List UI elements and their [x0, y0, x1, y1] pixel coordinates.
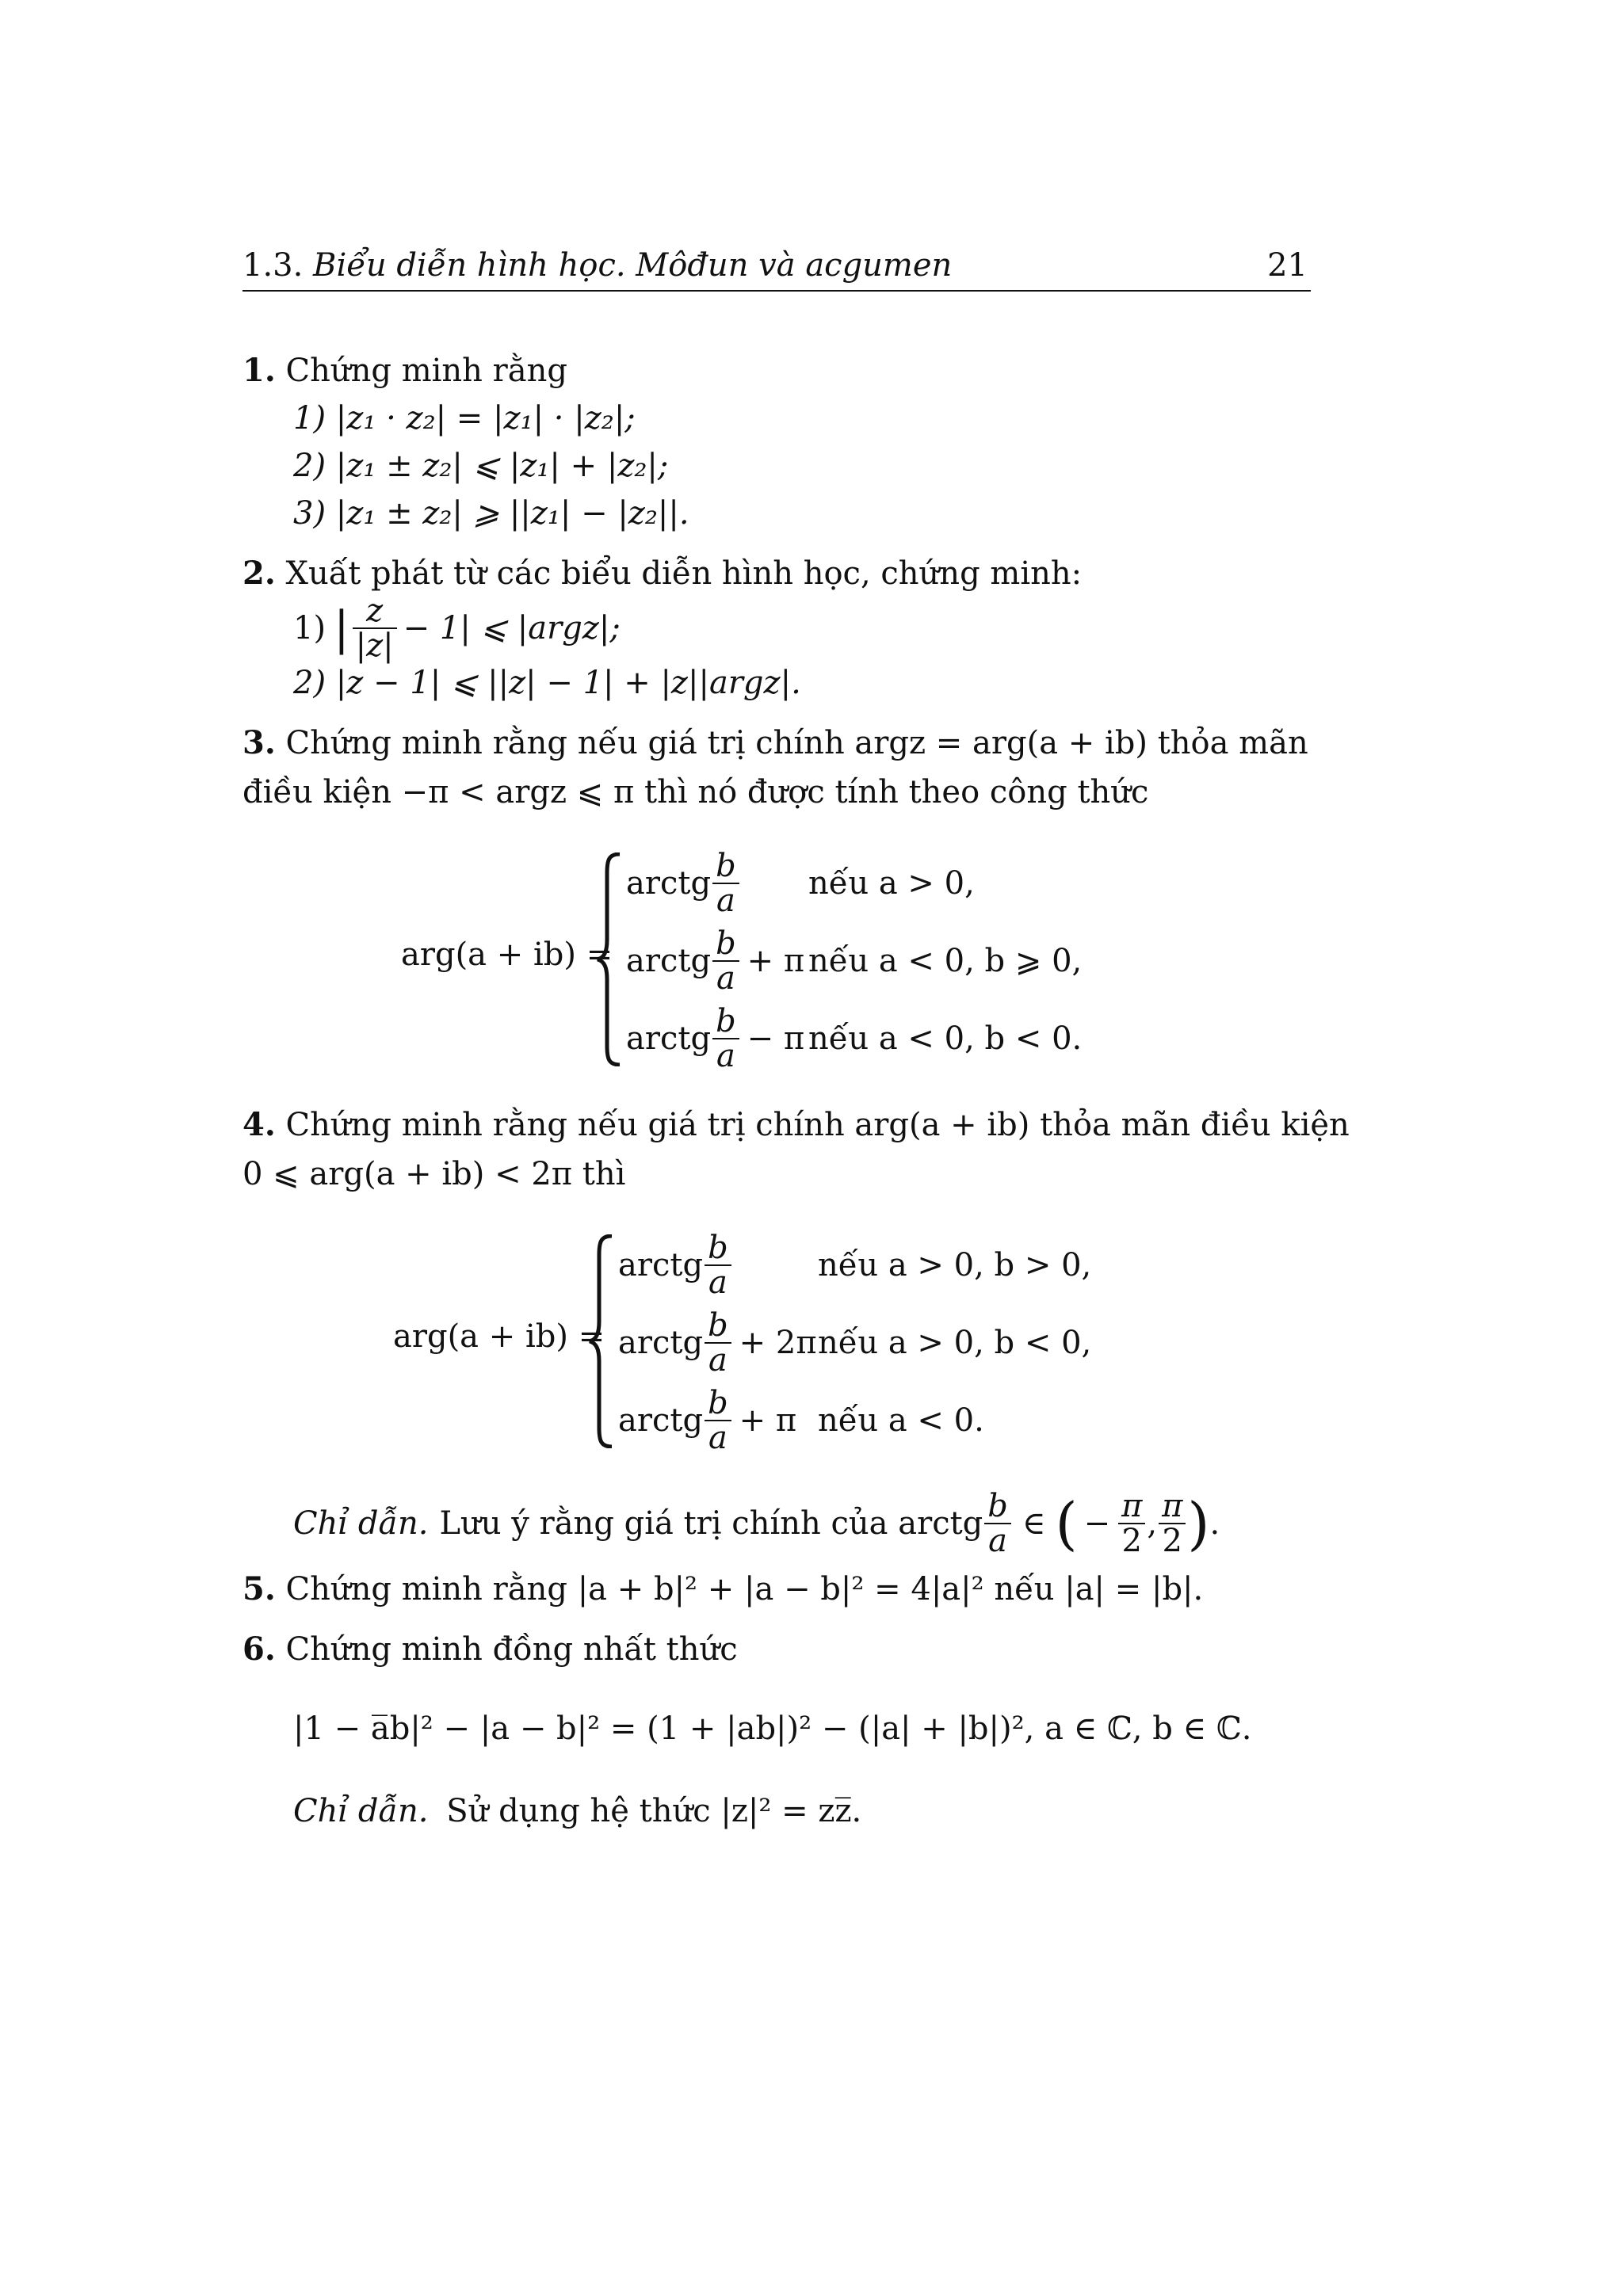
case-function: arctg	[626, 943, 712, 979]
section-title	[242, 247, 952, 284]
case-row-2	[618, 1307, 1092, 1379]
abs-bar-left: |	[334, 601, 349, 655]
case-condition: nếu a > 0,	[808, 865, 975, 902]
item-label: 1)	[293, 610, 327, 646]
left-brace-icon	[596, 852, 623, 1066]
problem-2-item-1	[293, 594, 621, 662]
fraction-numerator: b	[705, 1309, 731, 1344]
fraction-numerator: π	[1118, 1489, 1145, 1524]
problem-number: 1.	[242, 352, 276, 389]
paren-left: (	[1055, 1490, 1078, 1557]
left-brace-icon	[588, 1234, 615, 1448]
fraction-denominator: a	[708, 1420, 727, 1456]
problem-3-line-2: điều kiện −π < argz ⩽ π thì nó được tính theo công thức	[242, 774, 1149, 810]
problem-1-item-3: 3) |z₁ ± z₂| ⩾ ||z₁| − |z₂||.	[293, 495, 689, 532]
problem-4-line-2: 0 ⩽ arg(a + ib) < 2π thì	[242, 1156, 626, 1192]
case-row-3	[618, 1385, 984, 1456]
hint-fraction	[984, 1489, 1011, 1558]
problem-1-intro	[242, 352, 567, 389]
hint-label: Chỉ dẫn.	[293, 1505, 429, 1542]
fraction	[353, 594, 397, 662]
case-tail: + 2π	[739, 1325, 817, 1361]
fraction-numerator: b	[984, 1489, 1011, 1524]
case-row-1	[626, 848, 975, 919]
problem-6-formula: |1 − a̅b|² − |a − b|² = (1 + |ab|)² − (|a| + |b|)², a ∈ ℂ, b ∈ ℂ.	[293, 1711, 1252, 1747]
hint-label: Chỉ dẫn.	[293, 1793, 429, 1829]
running-header	[242, 246, 1311, 292]
hint-text: Lưu ý rằng giá trị chính của arctg	[439, 1505, 983, 1542]
problem-text: Chứng minh rằng nếu giá trị chính argz = arg(a + ib) thỏa mãn	[285, 725, 1308, 761]
case-tail: + π	[739, 1402, 797, 1439]
page-number: 21	[1267, 247, 1308, 284]
case-function: arctg	[618, 1402, 704, 1439]
case-condition: nếu a < 0, b < 0.	[808, 1020, 1083, 1057]
problem-3-line-1	[242, 724, 1308, 761]
interval-comma: ,	[1147, 1505, 1158, 1542]
fraction-denominator: a	[988, 1523, 1008, 1559]
case-function: arctg	[626, 1020, 712, 1057]
paren-right: )	[1187, 1490, 1210, 1557]
case-fraction	[705, 1231, 731, 1299]
problem-text: Xuất phát từ các biểu diễn hình học, chứng minh:	[285, 555, 1083, 592]
case-row-2	[626, 925, 1083, 997]
fraction-numerator: b	[705, 1231, 731, 1266]
problem-2-item-2: 2) |z − 1| ⩽ ||z| − 1| + |z||argz|.	[293, 665, 801, 701]
piecewise-lhs: arg(a + ib) =	[393, 1318, 605, 1355]
problem-number: 5.	[242, 1570, 276, 1608]
case-condition: nếu a < 0, b ⩾ 0,	[808, 943, 1083, 979]
fraction-numerator: π	[1159, 1489, 1186, 1524]
problem-1-item-1: 1) |z₁ · z₂| = |z₁| · |z₂|;	[293, 400, 636, 437]
fraction-numerator: b	[712, 1005, 739, 1039]
fraction-numerator: z	[353, 594, 397, 629]
problem-5	[242, 1570, 1204, 1608]
case-condition: nếu a > 0, b < 0,	[818, 1325, 1092, 1361]
fraction-denominator: a	[716, 960, 735, 997]
fraction-numerator: b	[712, 927, 739, 962]
fraction-denominator: 2	[1162, 1523, 1182, 1559]
case-fraction	[705, 1386, 731, 1455]
problem-text: Chứng minh rằng |a + b|² + |a − b|² = 4|a|² nếu |a| = |b|.	[285, 1571, 1204, 1608]
problem-number: 3.	[242, 724, 276, 761]
problem-text: Chứng minh đồng nhất thức	[285, 1631, 738, 1668]
case-function: arctg	[618, 1325, 704, 1361]
case-fraction	[712, 927, 739, 995]
interval-minus: −	[1083, 1505, 1111, 1542]
section-name: Biểu diễn hình học. Môđun và acgumen	[313, 247, 953, 284]
problem-number: 2.	[242, 555, 276, 592]
fraction-denominator: a	[708, 1342, 727, 1379]
fraction-denominator: 2	[1121, 1523, 1142, 1559]
case-condition: nếu a > 0, b > 0,	[818, 1247, 1092, 1283]
interval-upper	[1159, 1489, 1186, 1558]
fraction-numerator: b	[705, 1386, 731, 1421]
case-function: arctg	[626, 865, 712, 902]
problem-number: 4.	[242, 1106, 276, 1143]
item-rest: − 1| ⩽ |argz|;	[403, 610, 621, 646]
case-function: arctg	[618, 1247, 704, 1283]
case-row-3	[626, 1003, 1083, 1074]
fraction-denominator: a	[716, 883, 735, 919]
problem-1-item-2: 2) |z₁ ± z₂| ⩽ |z₁| + |z₂|;	[293, 448, 669, 484]
interval-lower	[1118, 1489, 1145, 1558]
problem-4-hint	[293, 1489, 1220, 1558]
hint-end: .	[1209, 1505, 1220, 1542]
section-number: 1.3.	[242, 247, 304, 284]
hint-text: Sử dụng hệ thức |z|² = zz̅.	[446, 1793, 862, 1829]
fraction-denominator: |z|	[355, 627, 394, 664]
element-of-symbol: ∈	[1022, 1505, 1046, 1542]
fraction-denominator: a	[716, 1038, 735, 1074]
case-fraction	[712, 849, 739, 917]
case-fraction	[712, 1005, 739, 1073]
piecewise-lhs: arg(a + ib) =	[401, 936, 613, 973]
case-row-1	[618, 1230, 1092, 1301]
problem-text: Chứng minh rằng	[285, 353, 567, 389]
case-condition: nếu a < 0.	[818, 1402, 984, 1439]
fraction-denominator: a	[708, 1264, 727, 1301]
case-tail: − π	[747, 1020, 805, 1057]
problem-6-hint	[293, 1795, 861, 1827]
problem-2-intro	[242, 555, 1083, 592]
problem-4-line-1	[242, 1106, 1350, 1143]
fraction-numerator: b	[712, 849, 739, 884]
problem-number: 6.	[242, 1630, 276, 1668]
problem-text: Chứng minh rằng nếu giá trị chính arg(a + ib) thỏa mãn điều kiện	[285, 1107, 1350, 1143]
case-tail: + π	[747, 943, 805, 979]
problem-6-intro	[242, 1630, 738, 1668]
case-fraction	[705, 1309, 731, 1377]
